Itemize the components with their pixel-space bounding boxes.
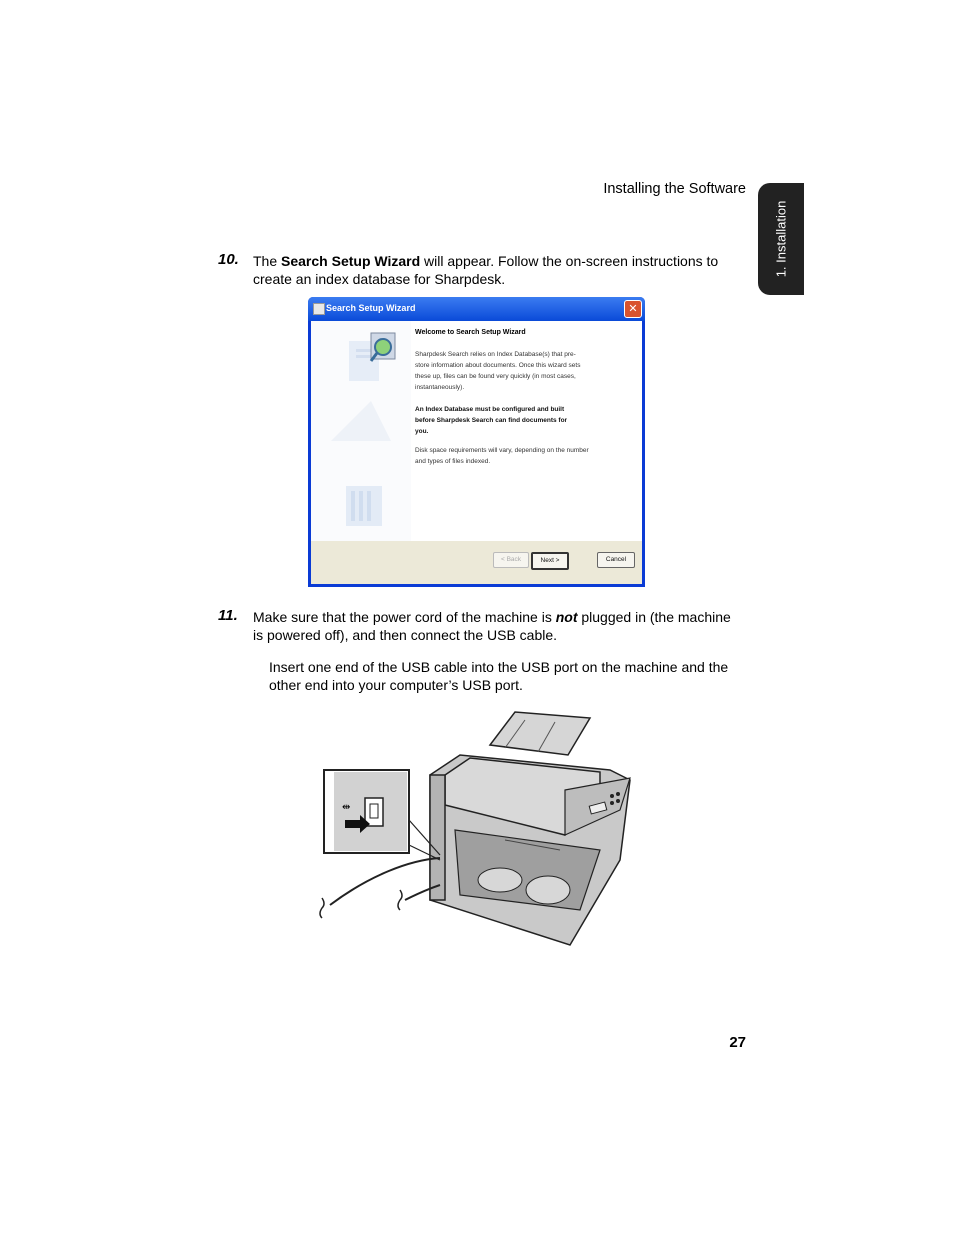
step-11-text: Make sure that the power cord of the machine is not plugged in (the machine is powered off), and then connect the USB cable. [253,609,731,643]
usb-port-icon [365,798,383,826]
usb-cable [330,858,440,905]
running-header: Installing the Software [603,181,746,197]
wizard-heading: Welcome to Search Setup Wizard [415,329,526,336]
wizard-button-bar [311,541,642,584]
back-button[interactable]: < Back [493,552,529,568]
cancel-button[interactable]: Cancel [597,552,635,568]
page-number: 27 [729,1034,746,1051]
wizard-paragraph-1: Sharpdesk Search relies on Index Database(s) that pre- store information about documents. Once this wizard sets these up, files can be found very quickly (in most cases, instantaneously). [415,351,581,391]
app-icon [313,303,325,315]
chapter-tab [758,183,804,295]
search-magnifier-icon [371,333,395,361]
wizard-title: Search Setup Wizard [326,303,416,313]
wizard-watermark-graphic [311,321,411,541]
wizard-watermark-panel [311,321,411,541]
wizard-titlebar [308,297,645,321]
step-11-number: 11. [218,607,238,624]
svg-text:⇹: ⇹ [342,802,351,813]
wizard-name-bold: Search Setup Wizard [281,253,421,269]
wizard-paragraph-3: Disk space requirements will vary, depending on the number and types of files indexed. [415,447,589,465]
step-11-instruction: Insert one end of the USB cable into the USB port on the machine and the other end into your computer’s USB port. [269,659,729,693]
next-button[interactable]: Next > [531,552,569,570]
fax-machine-illustration [300,700,650,960]
chapter-tab-label: 1. Installation [773,200,789,278]
step-10-text: The Search Setup Wizard will appear. Follow the on-screen instructions to create an index database for Sharpdesk. [253,253,719,287]
wizard-window [308,297,645,587]
not-emphasis: not [555,609,578,625]
wizard-client-area [311,321,642,584]
step-10-number: 10. [218,251,239,268]
wizard-paragraph-2: An Index Database must be configured and built before Sharpdesk Search can find documents for you. [415,406,568,435]
close-button[interactable]: ✕ [624,300,642,318]
